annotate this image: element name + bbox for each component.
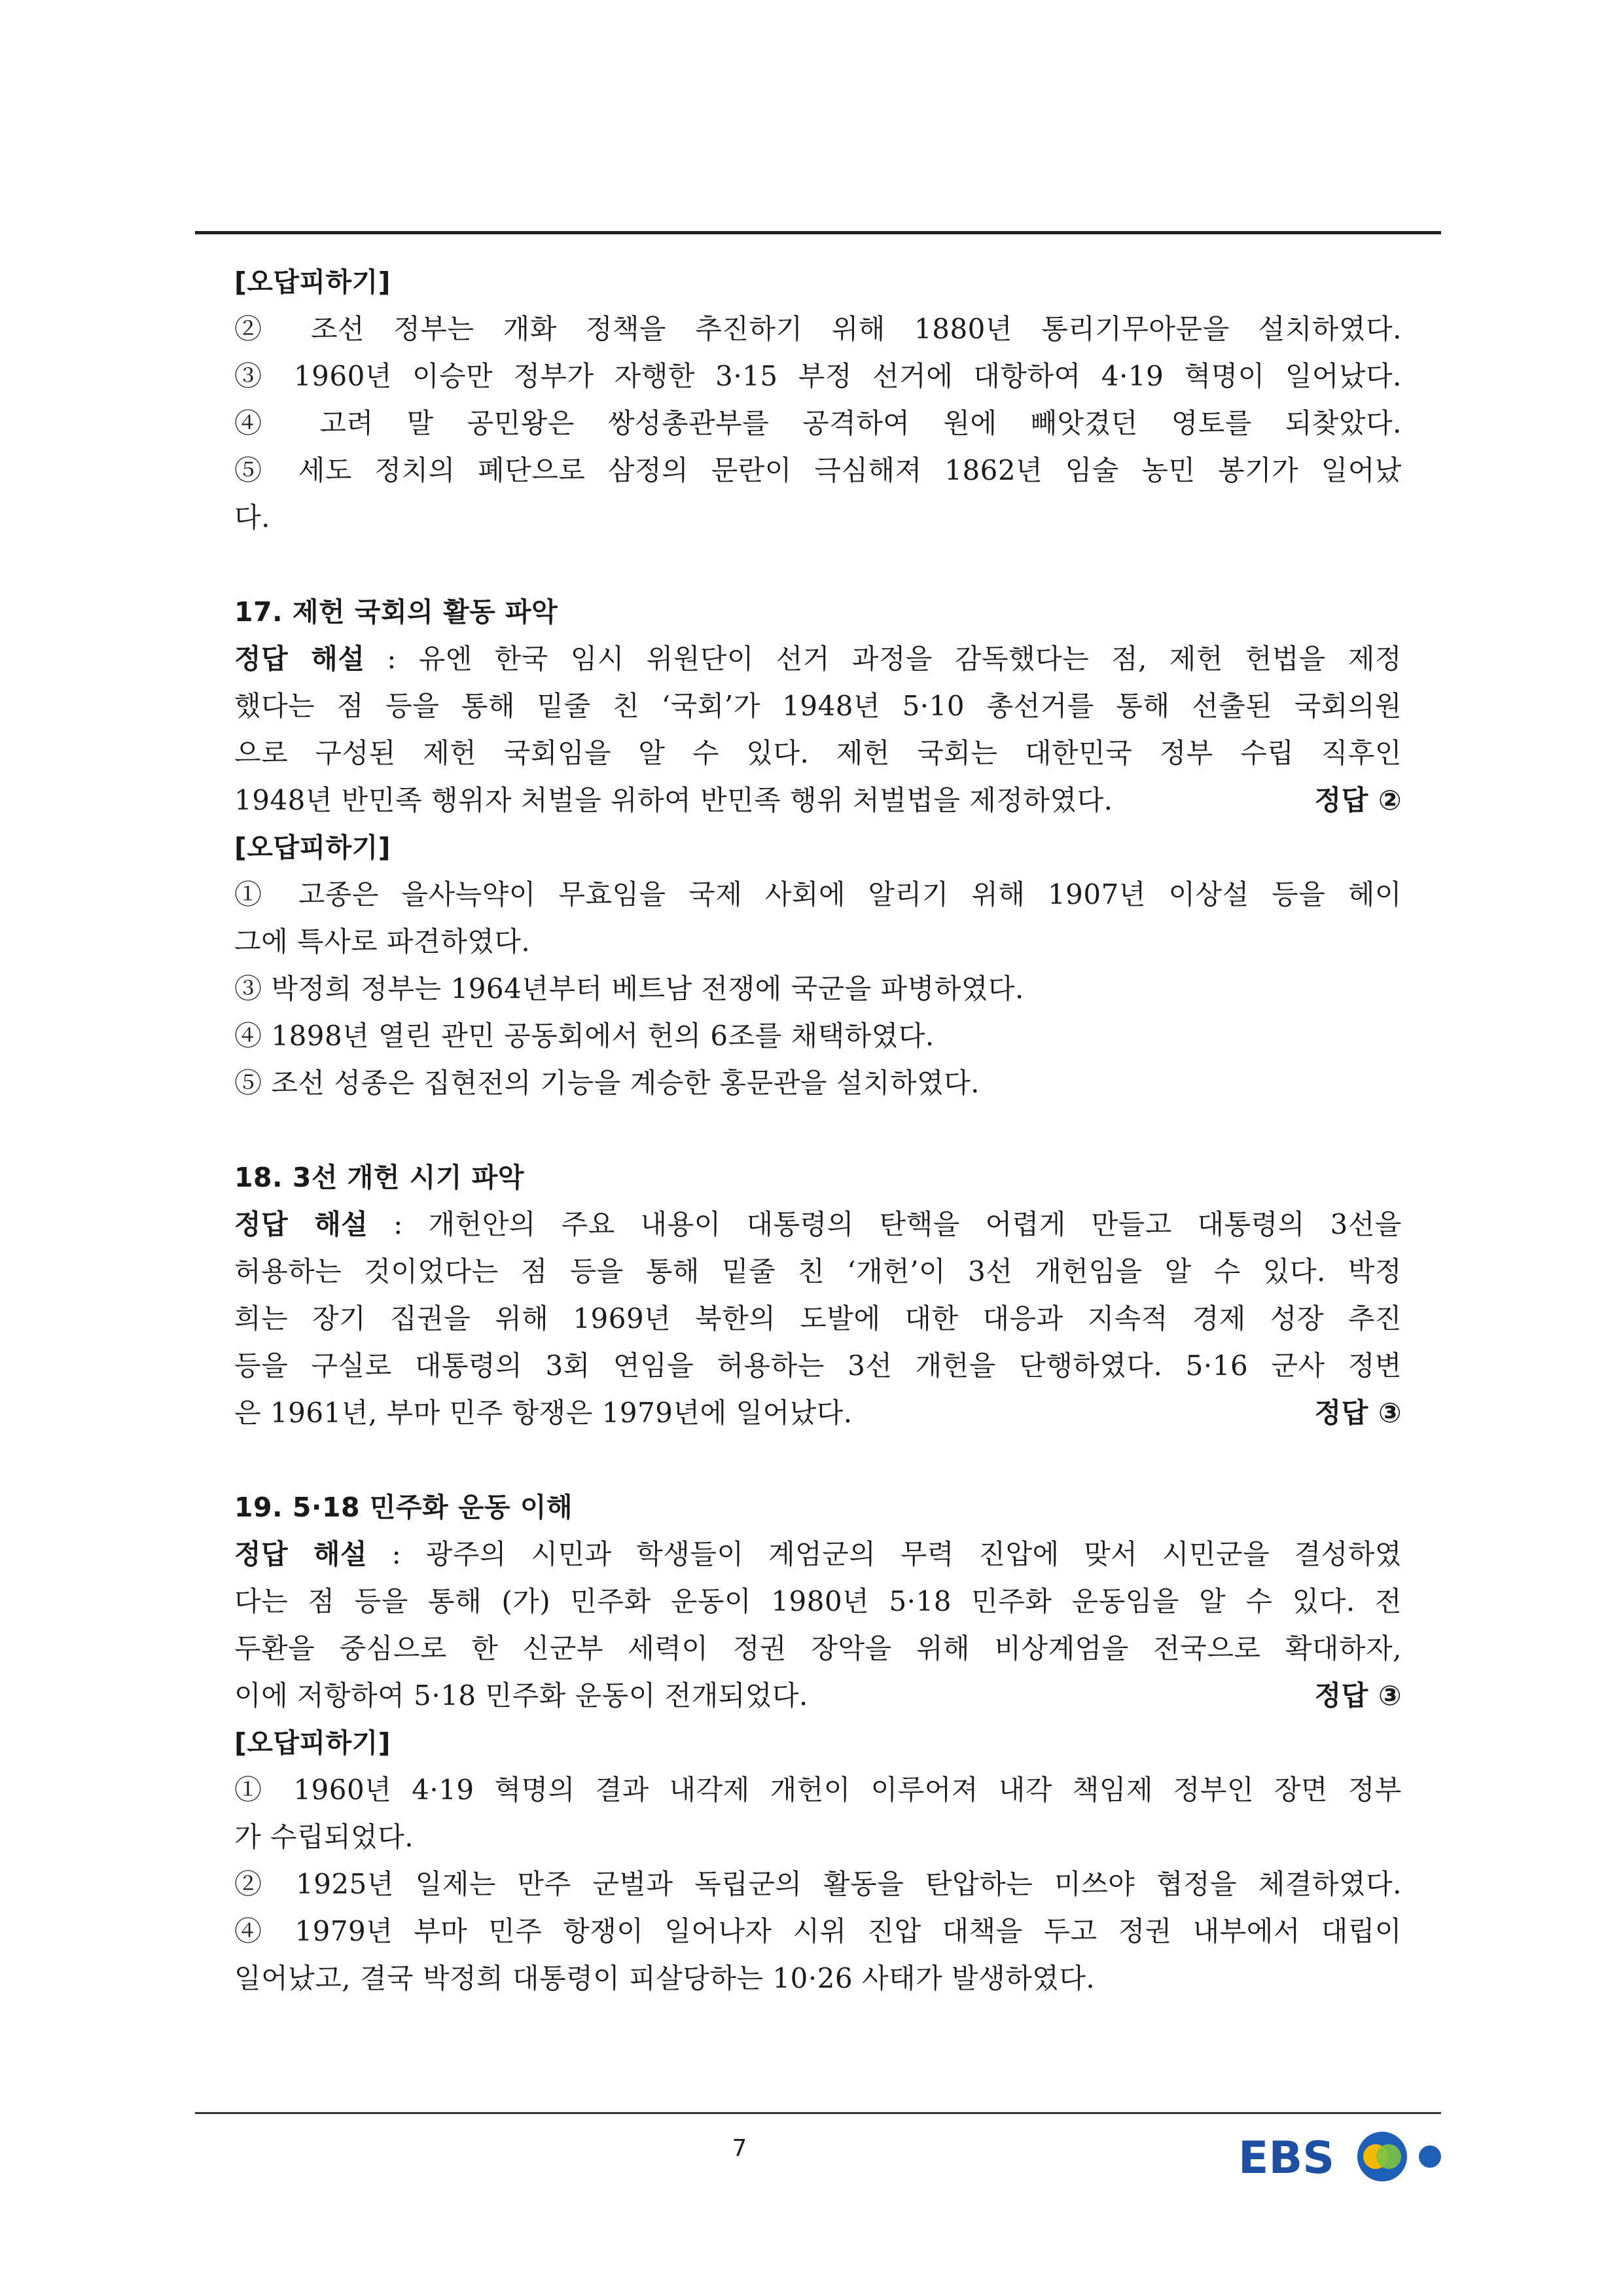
ebs-logo-dot bbox=[1419, 2145, 1441, 2168]
explanation-line: 희는 장기 집권을 위해 1969년 북한의 도발에 대한 대응과 지속적 경제 성장 추진 bbox=[234, 1302, 1402, 1335]
avoid-item: ③ 1960년 이승만 정부가 자행한 3·15 부정 선거에 대항하여 4·19 혁명이 일어났다. bbox=[234, 360, 1402, 392]
avoid-item: ② 1925년 일제는 만주 군벌과 독립군의 활동을 탄압하는 미쓰야 협정을 체결하였다. bbox=[234, 1868, 1402, 1900]
explanation-text: : 유엔 한국 임시 위원단이 선거 과정을 감독했다는 점, 제헌 헌법을 제정 bbox=[365, 643, 1402, 675]
explanation-line bbox=[234, 636, 1402, 683]
answer-explanation-label: 정답 해설 bbox=[234, 1538, 368, 1570]
explanation-text: 은 1961년, 부마 민주 항쟁은 1979년에 일어났다. bbox=[234, 1397, 853, 1429]
question-title-17: 17. 제헌 국회의 활동 파악 bbox=[234, 596, 558, 628]
avoid-item: ⑤ 세도 정치의 폐단으로 삼정의 문란이 극심해져 1862년 임술 농민 봉기가 일어났 bbox=[234, 454, 1402, 486]
answer-badge: 정답 ③ bbox=[1314, 1679, 1402, 1712]
page-number: 7 bbox=[732, 2135, 747, 2162]
answer-explanation-label: 정답 해설 bbox=[234, 643, 365, 675]
explanation-text: 1948년 반민족 행위자 처벌을 위하여 반민족 행위 처벌법을 제정하였다. bbox=[234, 784, 1113, 816]
explanation-text: : 개헌안의 주요 내용이 대통령의 탄핵을 어렵게 만들고 대통령의 3선을 bbox=[368, 1208, 1402, 1240]
explanation-line: 다는 점 등을 통해 (가) 민주화 운동이 1980년 5·18 민주화 운동임을 알 수 있다. 전 bbox=[234, 1585, 1402, 1617]
avoid-item: 일어났고, 결국 박정희 대통령이 피살당하는 10·26 사태가 발생하였다. bbox=[234, 1962, 1096, 1994]
explanation-line: 등을 구실로 대통령의 3회 연임을 허용하는 3선 개헌을 단행하였다. 5·16 군사 정변 bbox=[234, 1350, 1402, 1382]
avoid-label-19: [오답피하기] bbox=[234, 1727, 391, 1759]
avoid-item: ③ 박정희 정부는 1964년부터 베트남 전쟁에 국군을 파병하였다. bbox=[234, 973, 1024, 1005]
answer-explanation-label: 정답 해설 bbox=[234, 1208, 368, 1240]
explanation-line bbox=[234, 777, 1402, 824]
ebs-logo bbox=[1237, 2121, 1453, 2193]
ebs-logo-text: EBS bbox=[1238, 2132, 1335, 2184]
document-body bbox=[234, 259, 1402, 2002]
avoid-label-16: [오답피하기] bbox=[234, 266, 391, 298]
answer-badge: 정답 ③ bbox=[1314, 1397, 1402, 1429]
explanation-line bbox=[234, 1531, 1402, 1578]
explanation-text: 이에 저항하여 5·18 민주화 운동이 전개되었다. bbox=[234, 1679, 808, 1712]
explanation-text: : 광주의 시민과 학생들이 계엄군의 무력 진압에 맞서 시민군을 결성하였 bbox=[367, 1538, 1402, 1570]
footer-rule bbox=[195, 2112, 1441, 2114]
avoid-item: ④ 고려 말 공민왕은 쌍성총관부를 공격하여 원에 빼앗겼던 영토를 되찾았다. bbox=[234, 407, 1402, 439]
explanation-line bbox=[234, 1201, 1402, 1248]
avoid-item: ① 1960년 4·19 혁명의 결과 내각제 개헌이 이루어져 내각 책임제 정부인 장면 정부 bbox=[234, 1774, 1402, 1806]
avoid-item: ④ 1898년 열린 관민 공동회에서 헌의 6조를 채택하였다. bbox=[234, 1020, 935, 1052]
avoid-item: ① 고종은 을사늑약이 무효임을 국제 사회에 알리기 위해 1907년 이상설 등을 헤이 bbox=[234, 878, 1402, 910]
answer-badge: 정답 ② bbox=[1314, 784, 1402, 816]
ebs-logo-green bbox=[1376, 2144, 1401, 2169]
explanation-line: 했다는 점 등을 통해 밑줄 친 ‘국회’가 1948년 5·10 총선거를 통해 선출된 국회의원 bbox=[234, 690, 1402, 722]
explanation-line bbox=[234, 1390, 1402, 1437]
header-rule bbox=[195, 231, 1441, 234]
question-title-18: 18. 3선 개헌 시기 파악 bbox=[234, 1162, 524, 1193]
explanation-line bbox=[234, 1672, 1402, 1719]
explanation-line: 으로 구성된 제헌 국회임을 알 수 있다. 제헌 국회는 대한민국 정부 수립 직후인 bbox=[234, 737, 1402, 769]
avoid-item: 그에 특사로 파견하였다. bbox=[234, 925, 531, 958]
avoid-item: 다. bbox=[234, 501, 270, 533]
explanation-line: 허용하는 것이었다는 점 등을 통해 밑줄 친 ‘개헌’이 3선 개헌임을 알 수 있다. 박정 bbox=[234, 1255, 1402, 1287]
avoid-item: ⑤ 조선 성종은 집현전의 기능을 계승한 홍문관을 설치하였다. bbox=[234, 1067, 980, 1099]
avoid-item: ② 조선 정부는 개화 정책을 추진하기 위해 1880년 통리기무아문을 설치하였다. bbox=[234, 313, 1402, 345]
explanation-line: 두환을 중심으로 한 신군부 세력이 정권 장악을 위해 비상계엄을 전국으로 확대하자, bbox=[234, 1632, 1402, 1664]
avoid-label-17: [오답피하기] bbox=[234, 832, 391, 863]
avoid-item: 가 수립되었다. bbox=[234, 1821, 414, 1853]
question-title-19: 19. 5·18 민주화 운동 이해 bbox=[234, 1492, 573, 1523]
avoid-item: ④ 1979년 부마 민주 항쟁이 일어나자 시위 진압 대책을 두고 정권 내부에서 대립이 bbox=[234, 1915, 1402, 1947]
